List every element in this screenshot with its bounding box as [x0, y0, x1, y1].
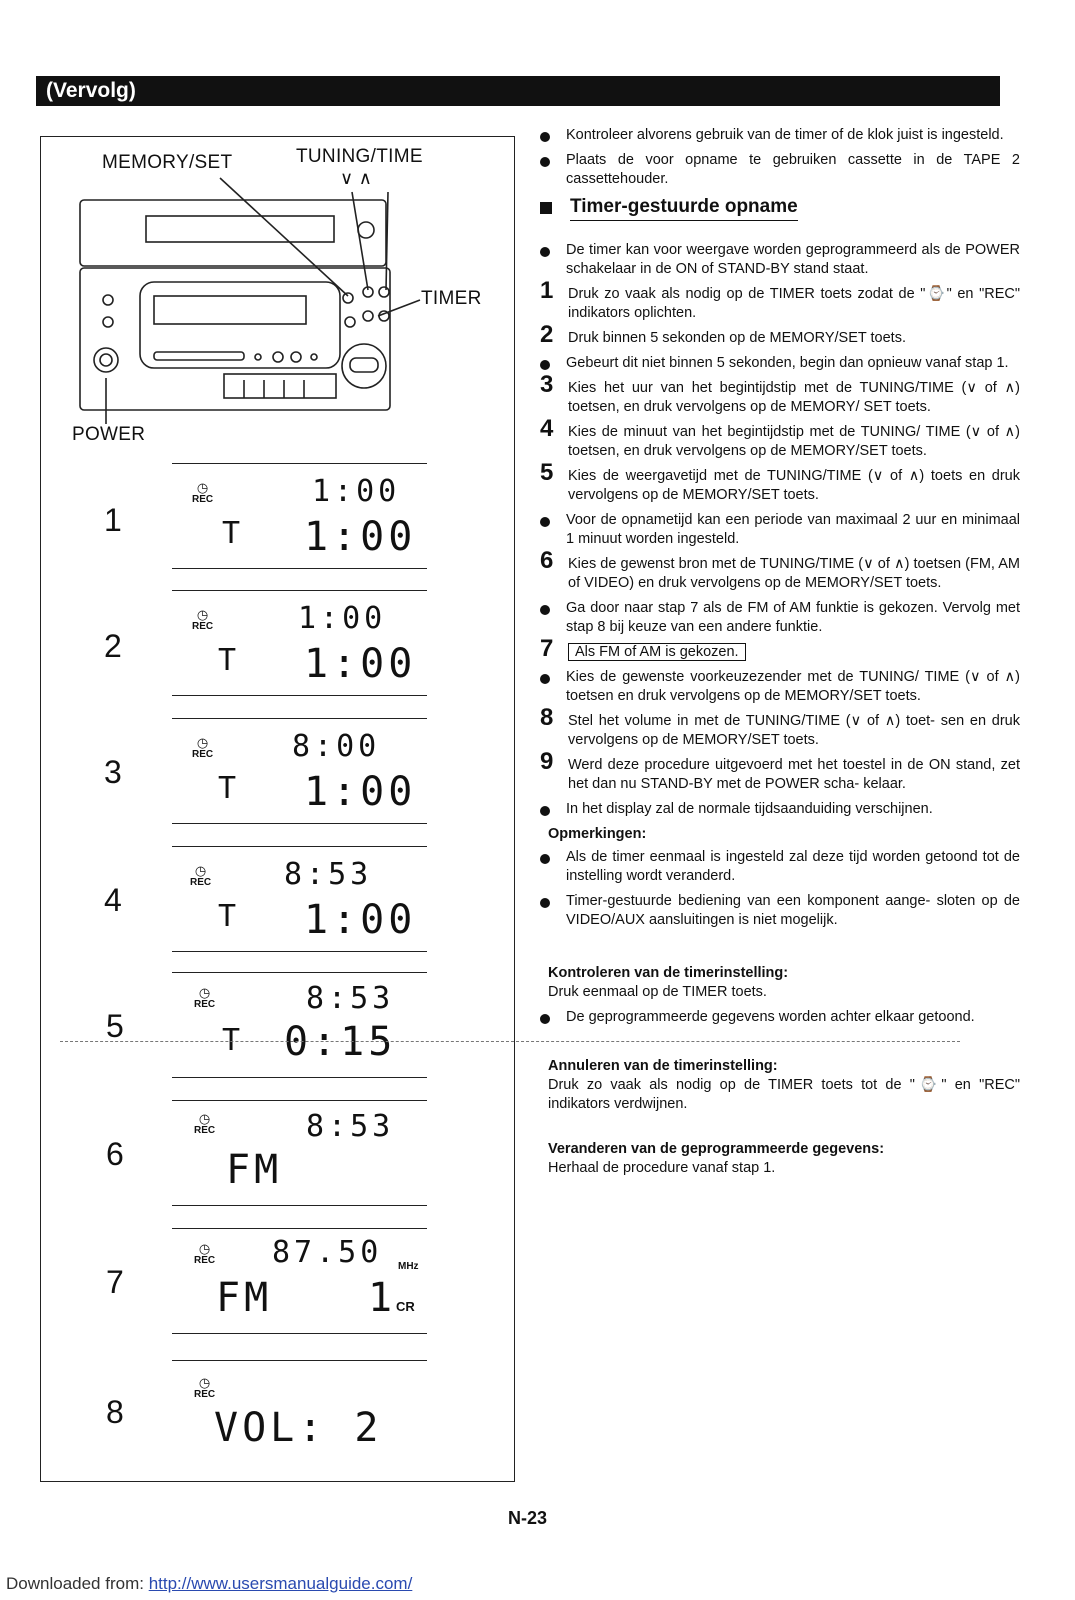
lcd-bottom-readout: 1:00: [304, 514, 417, 560]
list-item: Als de timer eenmaal is ingesteld zal deze tijd worden getoond tot de instelling wordt veranderd.: [540, 848, 1020, 886]
cancel-text: Druk zo vaak als nodig op de TIMER toets tot de "⌚" en "REC" indikators verdwijnen.: [548, 1077, 1020, 1112]
lcd-bottom-readout: FM: [226, 1147, 283, 1193]
rec-indicator: ◷ REC: [190, 863, 212, 888]
cancel-heading: Annuleren van de timerinstelling:: [548, 1058, 778, 1074]
lcd-top-readout: 8:53: [306, 1109, 395, 1144]
display-panel: [172, 1360, 427, 1466]
list-item: In het display zal de normale tijdsaanduiding verschijnen.: [540, 800, 1020, 819]
step-item: 7 Als FM of AM is gekozen.: [540, 643, 1020, 662]
list-item: Voor de opnametijd kan een periode van maximaal 2 uur en minimaal 1 minuut worden ingesteld.: [540, 511, 1020, 549]
lcd-top-readout: 1:00: [312, 474, 401, 509]
cr-indicator: CR: [396, 1299, 415, 1314]
lcd-bottom-readout: 1:00: [304, 897, 417, 943]
memory-set-label: MEMORY/SET: [102, 152, 233, 173]
display-panel: [172, 463, 427, 569]
lcd-t-indicator: T: [218, 771, 237, 806]
change-text: Herhaal de procedure vanaf stap 1.: [548, 1160, 776, 1176]
list-item: De timer kan voor weergave worden geprogrammeerd als de POWER schakelaar in de ON of STAND-BY stand staat.: [540, 241, 1020, 279]
boxed-condition: Als FM of AM is gekozen.: [568, 643, 746, 661]
panel-step-number: 1: [104, 502, 122, 538]
power-label: POWER: [72, 424, 146, 445]
mhz-unit: MHz: [398, 1261, 419, 1272]
clock-icon: ◷: [196, 480, 209, 495]
clock-icon: ◷: [194, 863, 207, 878]
lcd-bottom-readout: 1:00: [304, 769, 417, 815]
lcd-bottom-readout: FM: [216, 1275, 273, 1321]
list-item: Gebeurt dit niet binnen 5 sekonden, begin dan opnieuw vanaf stap 1.: [540, 354, 1020, 373]
footer-text: Downloaded from:: [6, 1574, 149, 1593]
display-panel: [172, 846, 427, 952]
timer-label: TIMER: [421, 288, 482, 309]
stereo-illustration: [0, 0, 520, 450]
lcd-top-readout: 8:53: [306, 981, 395, 1016]
lcd-top-readout: 8:53: [284, 857, 373, 892]
panel-step-number: 7: [106, 1264, 124, 1300]
arrows-label: ∨ ∧: [340, 168, 373, 188]
step-item: 9 Werd deze procedure uitgevoerd met het toestel in de ON stand, zet het dan nu STAND-BY met de POWER scha- kelaar.: [540, 748, 1020, 792]
instructions-column: [540, 126, 1020, 1184]
lcd-t-indicator: T: [222, 516, 241, 551]
rec-indicator: ◷ REC: [194, 985, 216, 1010]
list-item: Kontroleer alvorens gebruik van de timer of de klok juist is ingesteld.: [540, 126, 1020, 145]
display-panel: [172, 972, 427, 1078]
display-panel: [172, 590, 427, 696]
list-item: De geprogrammeerde gegevens worden achter elkaar getoond.: [540, 1008, 1020, 1027]
list-item: Ga door naar stap 7 als de FM of AM funktie is gekozen. Vervolg met stap 8 bij keuze van een andere funktie.: [540, 599, 1020, 637]
lcd-top-readout: 1:00: [298, 601, 387, 636]
step-item: 8 Stel het volume in met de TUNING/TIME (∨ of ∧) toet- sen en druk vervolgens op de MEMORY/SET toets.: [540, 704, 1020, 748]
change-heading: Veranderen van de geprogrammeerde gegevens:: [548, 1141, 885, 1157]
display-panel: [172, 1100, 427, 1206]
clock-icon: ◷: [198, 1111, 211, 1126]
list-item: Timer-gestuurde bediening van een komponent aange- sloten op de VIDEO/AUX aansluitingen is niet mogelijk.: [540, 892, 1020, 930]
lcd-bottom-readout: VOL: 2: [214, 1405, 383, 1451]
step-item: 6 Kies de gewenst bron met de TUNING/TIME (∨ of ∧) toetsen (FM, AM of VIDEO) en druk vervolgens op de MEMORY/SET toets.: [540, 547, 1020, 591]
rec-indicator: ◷ REC: [194, 1241, 216, 1266]
section-title: Timer-gestuurde opname: [540, 197, 1020, 221]
list-item: Plaats de voor opname te gebruiken cassette in de TAPE 2 cassettehouder.: [540, 151, 1020, 189]
clock-icon: ◷: [198, 1241, 211, 1256]
footer-link[interactable]: http://www.usersmanualguide.com/: [148, 1574, 413, 1593]
display-panel: [172, 718, 427, 824]
list-item: Kies de gewenste voorkeuzezender met de TUNING/ TIME (∨ of ∧) toetsen en druk vervolgens op de MEMORY/SET toets.: [540, 668, 1020, 706]
step-item: 5 Kies de weergavetijd met de TUNING/TIME (∨ of ∧) toets en druk vervolgens op de MEMORY/SET toets.: [540, 459, 1020, 503]
rec-indicator: ◷ REC: [192, 480, 214, 505]
page-number: N-23: [508, 1508, 548, 1528]
step-item: 4 Kies de minuut van het begintijdstip met de TUNING/ TIME (∨ of ∧) toetsen, en druk vervolgens op de MEMORY/SET toets.: [540, 415, 1020, 459]
panel-step-number: 6: [106, 1136, 124, 1172]
clock-icon: ◷: [198, 1375, 211, 1390]
header-title: (Vervolg): [46, 79, 136, 102]
rec-indicator: ◷ REC: [192, 735, 214, 760]
clock-icon: ◷: [196, 735, 209, 750]
lcd-top-readout: 8:00: [292, 729, 381, 764]
panel-step-number: 5: [106, 1008, 124, 1044]
panel-step-number: 2: [104, 628, 122, 664]
lcd-bottom-readout: 0:15: [284, 1019, 397, 1065]
step-item: 3 Kies het uur van het begintijdstip met de TUNING/TIME (∨ of ∧) toetsen, en druk vervolgens op de MEMORY/ SET toets.: [540, 371, 1020, 415]
panel-step-number: 8: [106, 1394, 124, 1430]
check-heading: Kontroleren van de timerinstelling:: [548, 965, 789, 981]
tuning-time-label: TUNING/TIME: [296, 146, 423, 167]
lcd-t-indicator: T: [218, 643, 237, 678]
preset-number: 1: [368, 1275, 397, 1321]
lcd-bottom-readout: 1:00: [304, 641, 417, 687]
lcd-t-indicator: T: [222, 1023, 241, 1058]
step-item: 1 Druk zo vaak als nodig op de TIMER toets zodat de "⌚" en "REC" indikators oplichten.: [540, 277, 1020, 321]
panel-step-number: 3: [104, 754, 122, 790]
step-item: 2 Druk binnen 5 sekonden op de MEMORY/SET toets.: [540, 321, 906, 348]
lcd-top-readout: 87.50: [272, 1235, 383, 1270]
clock-icon: ◷: [196, 607, 209, 622]
footer: [6, 1574, 412, 1594]
check-text: Druk eenmaal op de TIMER toets.: [548, 984, 767, 1000]
lcd-t-indicator: T: [218, 899, 237, 934]
notes-heading: Opmerkingen:: [548, 826, 647, 842]
clock-icon: ◷: [198, 985, 211, 1000]
rec-indicator: ◷ REC: [192, 607, 214, 632]
panel-step-number: 4: [104, 882, 122, 918]
rec-indicator: ◷ REC: [194, 1375, 216, 1400]
rec-indicator: ◷ REC: [194, 1111, 216, 1136]
display-panel: [172, 1228, 427, 1334]
